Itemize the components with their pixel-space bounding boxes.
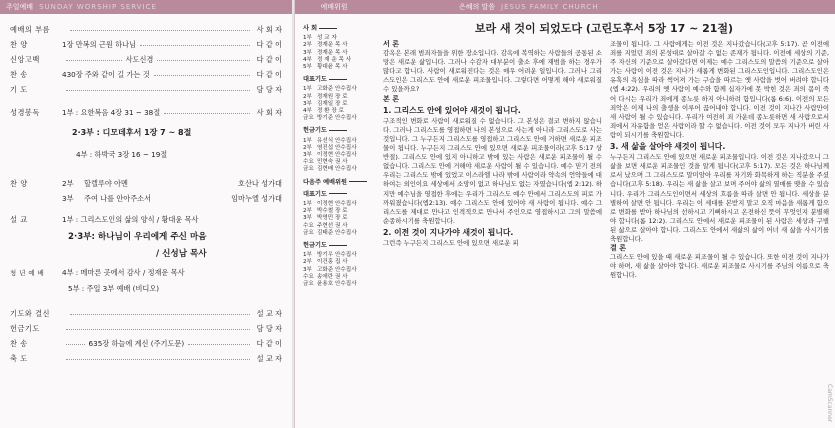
choir-song: 할렐루야 아멘 xyxy=(84,178,128,188)
roster-row: 수요 민현숙 권 사 xyxy=(303,159,348,166)
sermon-heading: 1. 그리스도 안에 있어야 새것이 됩니다. xyxy=(383,105,521,115)
order-label: 찬 양 xyxy=(10,178,28,188)
roster-row: 3부 박영민 장 로 xyxy=(303,215,348,222)
order-label: 축 도 xyxy=(10,353,28,363)
choir-part: 3부 xyxy=(62,193,74,203)
roster-group-title: 대표기도 xyxy=(303,76,368,83)
roster-group-title: 사 회 xyxy=(303,25,368,32)
roster-row: 금요 김현배 안수집사 xyxy=(303,166,357,173)
dotted-leader xyxy=(66,343,85,345)
choir-song: 주여 나를 안아주소서 xyxy=(84,193,152,203)
order-label: 기 도 xyxy=(10,84,28,94)
dotted-leader xyxy=(66,59,122,61)
order-who: 다 같 이 xyxy=(256,338,282,348)
roster-row: 2부 정재운 목 사 xyxy=(303,42,348,49)
order-row-benediction xyxy=(10,351,282,366)
roster-row: 1부 방기우 안수집사 xyxy=(303,252,357,259)
order-label: 찬 송 xyxy=(10,338,28,348)
order-label: 설 교 xyxy=(10,214,28,224)
worship-order-panel xyxy=(0,0,292,428)
sermon-paragraph: 그리스도 안에 있을 때 새로운 피조물이 될 수 있습니다. 또한 이전 것이 지나가야 하며, 새 삶을 살아야 합니다. 새로운 피조물로 사시기를 주님의 이름으로 축원합니다. xyxy=(610,253,829,280)
dotted-leader xyxy=(157,59,250,61)
sermon-paragraph: 구조적인 변화로 사람이 새로워질 수 없습니다. 그 본성은 결코 변하지 않습니다. 그러나 그리스도를 영접하면 나의 본성으로 사는게 아니라 그리스도로 사는 것입니다. 그 누구든지 그리스도를 영접하고 그리스도 안에 거하면 새로운 피조물이 됩니다. 누구든지 그리스도 안에 있으면 새로운 피조물이라(고후 5:17 상반절). 그리스도 안에 있지 아니하고 밖에 있는 사람은 새로운 피조물이 될 수 없습니다. 그리스도 안에 거해야 새로운 사람이 될 수 있습니다. 예수 믿기 전의 우리는 그리스도 밖에 있었고 이스라엘 나라 밖에 사람이라 약속의 언약들에 대하여는 외인이요 세상에서 소망이 없고 하나님도 없는 자였습니다(엡 2:12). 하지만 예수님을 영접한 후에는 우리가 그리스도 예수 안에서 그리스도의 피로 가까워졌습니다(엡2:13). 예수 그리스도 안에 있어야 새 사람이 됩니다. 예수 그리스도를 제대로 만나고 인격적으로 만나서 주인으로 영접하시고 그의 말씀에 순종하시기를 축원합니다. xyxy=(383,116,602,225)
order-row-creed xyxy=(10,52,282,67)
sermon-paragraph: 그런즉 누구든지 그리스도 안에 있으면 새로운 피 xyxy=(383,238,519,247)
roster-row: 2부 박수철 장 로 xyxy=(303,208,348,215)
roster-row: 금요 김태준 안수집사 xyxy=(303,229,357,236)
order-label: 예배의 부름 xyxy=(10,24,51,34)
committee-roster xyxy=(295,14,373,288)
reading-4: 4부 : 하박국 3장 16 ~ 19절 xyxy=(76,150,168,159)
order-row-praise xyxy=(10,37,282,52)
sermon-column-2 xyxy=(610,40,829,422)
sermon-heading: 결 론 xyxy=(610,244,626,253)
order-who: 담 당 자 xyxy=(256,323,282,333)
committee-header: 예배위원 xyxy=(295,0,373,14)
order-content: 430장 주와 같이 길 가는 것 xyxy=(62,69,150,79)
roster-row: 수요 송애란 권 사 xyxy=(303,273,348,280)
sermon-heading: 2. 이전 것이 지나가야 새것이 됩니다. xyxy=(383,227,514,237)
order-who: 설 교 자 xyxy=(256,353,282,363)
roster-row: 수요 주현선 권 사 xyxy=(303,222,348,229)
worship-order-list xyxy=(10,22,282,366)
dotted-leader xyxy=(140,44,250,46)
order-content: 1부 : 요한복음 4장 31 ~ 38절 xyxy=(62,107,161,117)
sermon-heading: 3. 새 삶을 살아야 새것이 됩니다. xyxy=(610,142,726,152)
roster-row: 4부 정 재 운 목 사 xyxy=(303,56,352,63)
order-label: 청 년 예 배 xyxy=(10,269,45,277)
roster-group-title: 헌금기도 xyxy=(303,242,368,249)
choir-name: 임마누엘 성가대 xyxy=(231,193,282,203)
dotted-leader xyxy=(70,29,250,31)
order-content: 사도신경 xyxy=(125,54,154,64)
worship-order-title: 주일예배 xyxy=(6,3,34,11)
sermon-column-1 xyxy=(383,40,602,422)
dotted-leader xyxy=(70,313,250,315)
roster-row: 3부 김재일 장 로 xyxy=(303,100,348,107)
worship-committee-panel xyxy=(294,0,374,428)
order-row-youth xyxy=(10,265,282,280)
order-label: 신앙고백 xyxy=(10,54,40,64)
order-who: 다 같 이 xyxy=(256,39,282,49)
sermon-paragraph: 누구든지 그리스도 안에 있으면 새로운 피조물입니다. 이전 것은 지나갔으니 그 삶을 보면 새로운 피조물인 것을 알게 됩니다(고후 5:17). 모든 것은 하나님께로서 났으며 그 그리스도로 말미암아 우리를 자기와 화목하게 하는 직분을 주셨습니다(고후 5:18). 우리는 새 삶을 살고 보며 주어야 삶의 열매를 맺을 수 있습니다. 우리가 그리스도인이면서 세상의 흐름을 따라 살면 안 됩니다. 세상을 분별하여 살면 안 됩니다. 우리는 이 세대를 본받지 말고 오직 마음을 새롭게 함으로 변화를 받아 하나님의 선하시고 기뻐하시고 온전하신 뜻이 무엇인지 분별해야 합니다(롬 12:2). 그리스도 안에서 새로운 피조물이 된 사람은 세상과 구별된 삶으로 살아야 합니다. 그리스도 안에서 새삶의 삶이 어너 새 삶을 사시기를 축원합니다. xyxy=(610,153,829,243)
order-label: 성경봉독 xyxy=(10,107,40,117)
order-row-hymn-2 xyxy=(10,336,282,351)
choir-name: 호산나 성가대 xyxy=(238,178,282,188)
dotted-leader xyxy=(66,328,250,330)
roster-row: 1부 이정현 안수집사 xyxy=(303,201,357,208)
sermon-line-2: 2·3부: 하나님이 우리에게 주신 마음 xyxy=(68,231,207,242)
order-row-hymn xyxy=(10,67,282,82)
order-row-prayer xyxy=(10,82,282,97)
order-row-reading xyxy=(10,105,282,120)
sermon-heading: 본 론 xyxy=(383,94,399,103)
roster-row: 3부 고화준 안수집사 xyxy=(303,266,357,273)
roster-row: 금요 윤용호 안수집사 xyxy=(303,281,357,288)
dotted-leader xyxy=(164,112,250,114)
sermon-heading: 서 론 xyxy=(383,40,399,48)
roster-row: 2부 정재원 장 로 xyxy=(303,93,348,100)
sermon-paragraph: 조물이 됩니다. 그 사람에게는 이전 것은 지나갔습니다(고후 5:17). 곧 이전에 죄를 지었던 죄의 본성대로 살아갈 수 없는 존재가 됩니다. 이전에 세상의 기준, 주 자신의 기준으로 살아갔다면 이제는 예수 그리스도의 말씀의 기준으로 살아가는 사람이 이전 것은 지나가 새롭게 변화된 그리스도인입니다. 그리스도인은 유혹의 욕심을 따라 썩어져 가는 구습을 따르는 옛 사람을 벗어 버려야 합니다(엡 4:22). 우리의 옛 사람이 예수와 함께 십자가에 못 박힌 것은 죄의 몸이 죽어 다시는 우리가 죄에게 종노릇 하지 아니하려 함입니다(롬 6:6). 이전의 모든 죄악은 이제 나의 출생을 이루어 끊어내야 합니다. 이전 것이 지나간 사람만이 새 사람이 될 수 있습니다. 우리가 여전히 죄 가운데 종노릇하면 새 사람으로서 죄에서 자유함을 얻은 사람이라 할 수 없습니다. 이전 것이 모두 지나가 버린 사람이 되시기를 축원합니다. xyxy=(610,40,829,139)
sermon-section-title: 은혜의 말씀 xyxy=(459,3,496,11)
roster-row: 4부 정 환 장 로 xyxy=(303,108,344,115)
sermon-paragraph: 감옥은 본래 범죄자들을 위한 장소입니다. 감옥에 복역하는 사람들의 공통된 소망은 새로운 삶입니다. 그러나 수감자 대부분이 출소 후에 재범을 하는 경우가 많다고 합니다. 사람이 새로워진다는 것은 매우 어려운 일입니다. 그러나 그리스도인은 그리스도 안에 새로운 피조물입니다. 그렇다면 어떻게 해야 새로워질 수 있을까요? xyxy=(383,49,602,94)
order-who: 사 회 자 xyxy=(256,24,282,34)
sermon-line-3: / 신성남 목사 xyxy=(156,248,207,259)
sermon-line-1: 1부 : 그리스도인의 삶의 양식 / 황대윤 목사 xyxy=(62,214,199,224)
youth-line-2: 5부 : 주일 3부 예배 (비디오) xyxy=(68,284,160,293)
order-who: 다 같 이 xyxy=(256,69,282,79)
sermon-header xyxy=(373,0,835,14)
order-who: 사 회 자 xyxy=(256,107,282,117)
sermon-title: 보라 새 것이 되었도다 (고린도후서 5장 17 ~ 21절) xyxy=(474,22,734,35)
order-label: 기도와 결신 xyxy=(10,308,51,318)
reading-2-3: 2·3부 : 디모데후서 1장 7 ~ 8절 xyxy=(72,127,192,137)
order-row-decision xyxy=(10,306,282,321)
dotted-leader xyxy=(188,343,250,345)
order-content: 1장 만복의 근원 하나님 xyxy=(62,39,136,49)
order-label: 찬 양 xyxy=(10,39,28,49)
order-row-offering xyxy=(10,321,282,336)
sermon-panel xyxy=(373,0,835,428)
roster-row: 금요 방기준 안수집사 xyxy=(303,115,357,122)
scanner-watermark: CamScanner xyxy=(826,383,833,422)
order-row-choir xyxy=(10,176,282,191)
roster-row: 1부 유선식 안수집사 xyxy=(303,137,357,144)
worship-order-header xyxy=(0,0,292,14)
order-who: 담 당 자 xyxy=(256,84,282,94)
roster-row: 3부 정재운 목 사 xyxy=(303,49,348,56)
dotted-leader xyxy=(66,358,250,360)
order-content: 635장 하늘에 계신 (주기도문) xyxy=(88,338,185,348)
roster-group-title: 다음주 예배위원 xyxy=(303,179,368,186)
worship-order-en-title: SUNDAY WORSHIP SERVICE xyxy=(39,3,157,11)
order-who: 다 같 이 xyxy=(256,54,282,64)
order-row-sermon xyxy=(10,212,282,227)
order-label: 헌금기도 xyxy=(10,323,40,333)
roster-row: 5부 황대윤 목 사 xyxy=(303,64,348,71)
sermon-body xyxy=(383,40,829,422)
choir-part: 2부 xyxy=(62,178,74,188)
dotted-leader xyxy=(154,74,250,76)
sermon-section-en: JESUS FAMILY CHURCH xyxy=(501,3,599,11)
order-row-choir-2 xyxy=(10,191,282,206)
roster-group-title: 대표기도 xyxy=(303,191,368,198)
youth-line-1: 4부 : 메마른 곳에서 감사 / 정재운 목사 xyxy=(62,267,185,277)
order-who: 설 교 자 xyxy=(256,308,282,318)
roster-row: 1부 고화준 안수집사 xyxy=(303,86,357,93)
order-label: 찬 송 xyxy=(10,69,28,79)
roster-row: 3부 이정현 안수집사 xyxy=(303,152,357,159)
roster-group-title: 헌금기도 xyxy=(303,127,368,134)
order-row-call xyxy=(10,22,282,37)
roster-row: 1부 성 교 자 xyxy=(303,35,337,42)
roster-row: 2부 염진섭 안수집사 xyxy=(303,144,357,151)
roster-row: 2부 이건홍 집 사 xyxy=(303,259,348,266)
dotted-leader xyxy=(66,89,250,91)
